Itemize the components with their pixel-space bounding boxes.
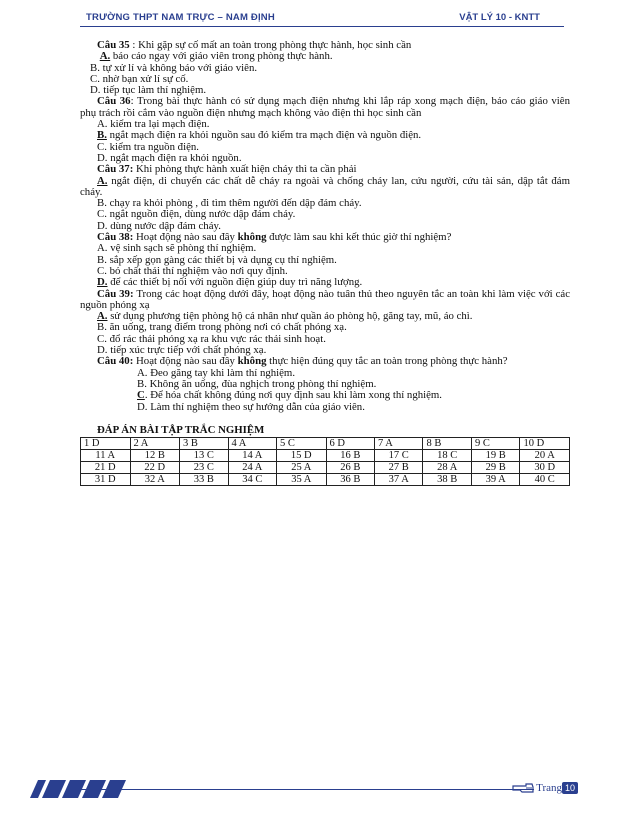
- question-38-option-c: C. bỏ chất thải thí nghiệm vào nơi quy định.: [97, 264, 288, 277]
- question-35-option-c: C. nhờ bạn xử lí sự cố.: [90, 72, 189, 85]
- answer-row: [81, 438, 570, 450]
- answer-cell: 15 D: [277, 450, 327, 462]
- answer-cell: 29 B: [471, 462, 519, 474]
- answer-cell: 27 B: [375, 462, 423, 474]
- page-number: 10: [562, 782, 578, 794]
- question-38-stem: Câu 38: Hoạt động nào sau đây không được làm sau khi kết thúc giờ thí nghiệm?: [97, 231, 452, 244]
- answer-cell: 28 A: [423, 462, 471, 474]
- header-divider: [80, 26, 564, 27]
- question-36-option-c: C. kiểm tra nguồn điện.: [97, 140, 199, 153]
- question-35-option-b: B. tự xử lí và không báo với giáo viên.: [90, 61, 258, 74]
- page-footer: [0, 780, 638, 800]
- answer-row: [81, 450, 570, 462]
- question-37-option-c: C. ngắt nguồn điện, dùng nước dập đám cháy.: [97, 208, 296, 221]
- answer-cell: 35 A: [277, 474, 327, 486]
- question-35-stem: Câu 35 : Khi gặp sự cố mất an toàn trong phòng thực hành, học sinh cần: [97, 39, 412, 51]
- page-label: Trang: [536, 782, 562, 794]
- answer-key-table: [80, 437, 570, 486]
- answer-cell: 9 C: [471, 438, 519, 450]
- answer-cell: 16 B: [326, 450, 374, 462]
- answer-cell: 7 A: [375, 438, 423, 450]
- answer-cell: 12 B: [130, 450, 180, 462]
- answer-cell: 38 B: [423, 474, 471, 486]
- answer-cell: 37 A: [375, 474, 423, 486]
- footer-divider: [80, 789, 534, 790]
- answer-cell: 6 D: [326, 438, 374, 450]
- question-39-option-d: D. tiếp xúc trực tiếp với chất phóng xạ.: [97, 344, 267, 357]
- answer-cell: 34 C: [228, 474, 276, 486]
- answer-cell: 31 D: [81, 474, 131, 486]
- question-39-option-b: B. ăn uống, trang điểm trong phòng nơi có chất phóng xạ.: [97, 321, 347, 334]
- answer-cell: 40 C: [520, 474, 570, 486]
- answer-cell: 22 D: [130, 462, 180, 474]
- answer-cell: 23 C: [180, 462, 228, 474]
- question-38-option-d: D. để các thiết bị nối với nguồn điện giúp duy trì năng lượng.: [97, 276, 363, 289]
- question-39-option-a: A. sử dụng phương tiện phòng hộ cá nhân như quần áo phòng hộ, găng tay, mũ, áo chì.: [97, 310, 473, 323]
- answer-key-title: ĐÁP ÁN BÀI TẬP TRẮC NGHIỆM: [97, 423, 265, 436]
- answer-cell: 21 D: [81, 462, 131, 474]
- answer-cell: 30 D: [520, 462, 570, 474]
- answer-cell: 2 A: [130, 438, 180, 450]
- answer-cell: 8 B: [423, 438, 471, 450]
- answer-cell: 14 A: [228, 450, 276, 462]
- question-36-option-a: A. kiểm tra lại mạch điện.: [97, 118, 210, 131]
- question-40-option-b: B. Không ăn uống, đùa nghịch trong phòng thí nghiệm.: [137, 377, 377, 390]
- answer-cell: 1 D: [81, 438, 131, 450]
- question-35-option-a: A. báo cáo ngay với giáo viên trong phòng thực hành.: [99, 50, 333, 63]
- pointing-hand-icon: [512, 781, 534, 795]
- question-35-option-d: D. tiếp tục làm thí nghiệm.: [90, 84, 207, 97]
- answer-row: [81, 474, 570, 486]
- answer-cell: 24 A: [228, 462, 276, 474]
- answer-cell: 11 A: [81, 450, 131, 462]
- answer-cell: 5 C: [277, 438, 327, 450]
- answer-cell: 17 C: [375, 450, 423, 462]
- answer-cell: 26 B: [326, 462, 374, 474]
- answer-cell: 19 B: [471, 450, 519, 462]
- answer-cell: 10 D: [520, 438, 570, 450]
- question-39-option-c: C. đổ rác thải phóng xạ ra khu vực rác thải sinh hoạt.: [97, 332, 326, 345]
- document-body: [80, 40, 570, 486]
- question-40-option-c: C. Để hóa chất không đúng nơi quy định sau khi làm xong thí nghiệm.: [137, 389, 443, 402]
- question-36-option-b: B. ngắt mạch điện ra khỏi nguồn sau đó kiểm tra mạch điện và nguồn điện.: [97, 129, 422, 142]
- question-37-option-d: D. dùng nước dập đám cháy.: [97, 219, 221, 232]
- question-38-option-a: A. vệ sinh sạch sẽ phòng thí nghiệm.: [97, 242, 257, 255]
- question-36-stem: Câu 36: Trong bài thực hành có sử dụng mạch điện nhưng khi lắp ráp xong mạch điện, báo cáo giáo viên phụ trách rồi cắm vào nguồn điện nhưng mạch không vào điện thì học sinh cần: [80, 95, 570, 119]
- question-37-option-b: B. chạy ra khỏi phòng , đi tìm thêm người đến dập đám cháy.: [97, 197, 362, 210]
- question-38-option-b: B. sắp xếp gọn gàng các thiết bị và dụng cụ thí nghiệm.: [97, 253, 337, 266]
- answer-cell: 3 B: [180, 438, 228, 450]
- answer-cell: 36 B: [326, 474, 374, 486]
- question-36-option-d: D. ngắt mạch điện ra khỏi nguồn.: [97, 151, 242, 164]
- question-37-option-a: A. ngắt điện, di chuyển các chất dễ cháy ra ngoài và chống cháy lan, cứu người, cứu tài sản, dập tắt đám cháy.: [80, 174, 570, 198]
- answer-cell: 39 A: [471, 474, 519, 486]
- answer-cell: 4 A: [228, 438, 276, 450]
- answer-cell: 13 C: [180, 450, 228, 462]
- question-40-stem: Câu 40: Hoạt động nào sau đây không thực hiện đúng quy tắc an toàn trong phòng thực hành?: [97, 355, 508, 368]
- question-40-option-d: D. Làm thí nghiệm theo sự hướng dẫn của giáo viên.: [137, 400, 365, 413]
- question-39-stem: Câu 39: Trong các hoạt động dưới đây, hoạt động nào tuân thủ theo nguyên tắc an toàn khi làm việc với các nguồn phóng xạ: [80, 287, 570, 311]
- answer-cell: 18 C: [423, 450, 471, 462]
- school-name: TRƯỜNG THPT NAM TRỰC – NAM ĐỊNH: [86, 12, 275, 23]
- question-37-stem: Câu 37: Khi phòng thực hành xuất hiện cháy thì ta cần phải: [97, 163, 357, 176]
- subject-name: VẬT LÝ 10 - KNTT: [459, 12, 540, 23]
- question-40-option-a: A. Đeo găng tay khi làm thí nghiệm.: [137, 366, 296, 379]
- answer-cell: 32 A: [130, 474, 180, 486]
- answer-cell: 20 A: [520, 450, 570, 462]
- answer-cell: 33 B: [180, 474, 228, 486]
- answer-cell: 25 A: [277, 462, 327, 474]
- answer-row: [81, 462, 570, 474]
- page-header: [0, 12, 638, 24]
